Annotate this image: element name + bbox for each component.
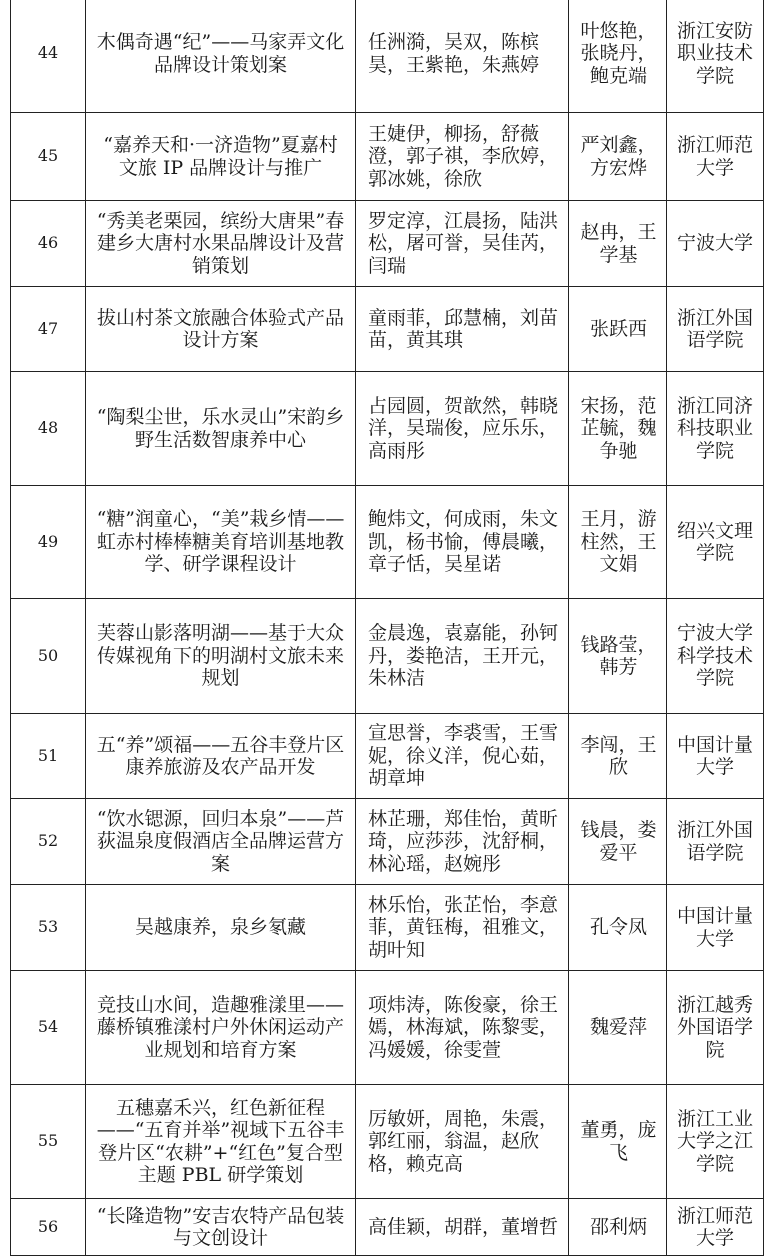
row-number: 44 [11,0,86,113]
project-title: 五“养”颂福——五谷丰登片区康养旅游及农产品开发 [86,714,356,799]
row-number: 51 [11,714,86,799]
row-number: 56 [11,1199,86,1256]
row-number: 55 [11,1085,86,1199]
school-name: 浙江外国语学院 [667,287,764,372]
team-members: 鲍炜文，何成雨，朱文凯，杨书愉，傅晨曦，章子恬，吴星诺 [356,486,569,599]
team-members: 王婕伊，柳扬，舒薇澄，郭子祺，李欣婷，郭冰姚，徐欣 [356,113,569,201]
team-members: 项炜涛，陈俊豪，徐王嫣，林海斌，陈黎雯，冯媛媛，徐雯萱 [356,971,569,1085]
advisor-names: 钱路莹，韩芳 [569,599,667,714]
table-row [11,799,764,885]
project-title: 芙蓉山影落明湖——基于大众传媒视角下的明湖村文旅未来规划 [86,599,356,714]
table-row [11,599,764,714]
school-name: 浙江安防职业技术学院 [667,0,764,113]
team-members: 罗定淳，江晨扬，陆洪松，屠可誉，吴佳芮，闫瑞 [356,201,569,287]
team-members: 任洲漪，吴双，陈槟昊，王紫艳，朱燕婷 [356,0,569,113]
school-name: 浙江工业大学之江学院 [667,1085,764,1199]
table-row [11,287,764,372]
table-row [11,971,764,1085]
team-members: 林乐怡，张芷怡，李意菲，黄钰梅，祖雅文，胡叶知 [356,885,569,971]
school-name: 浙江同济科技职业学院 [667,372,764,486]
project-title: “嘉养天和·一济造物”夏嘉村文旅 IP 品牌设计与推广 [86,113,356,201]
project-title: “陶梨尘世，乐水灵山”宋韵乡野生活数智康养中心 [86,372,356,486]
row-number: 50 [11,599,86,714]
team-members: 金晨逸，袁嘉能，孙钶丹，娄艳洁，王开元，朱林洁 [356,599,569,714]
team-members: 宣思誉，李裘雪，王雪妮，徐义洋，倪心茹，胡章坤 [356,714,569,799]
row-number: 53 [11,885,86,971]
row-number: 46 [11,201,86,287]
project-title: 五穗嘉禾兴，红色新征程——“五育并举”视域下五谷丰登片区“农耕”+“红色”复合型主题 PBL 研学策划 [86,1085,356,1199]
school-name: 绍兴文理学院 [667,486,764,599]
advisor-names: 孔令凤 [569,885,667,971]
team-members: 林芷珊，郑佳怡，黄昕琦，应莎莎，沈舒桐，林沁瑶，赵婉彤 [356,799,569,885]
project-title: “饮水锶源，回归本泉”——芦荻温泉度假酒店全品牌运营方案 [86,799,356,885]
school-name: 中国计量大学 [667,714,764,799]
school-name: 宁波大学 [667,201,764,287]
school-name: 浙江外国语学院 [667,799,764,885]
table-row [11,372,764,486]
award-list-table [10,0,764,1256]
project-title: 竞技山水间，造趣雅漾里——藤桥镇雅漾村户外休闲运动产业规划和培育方案 [86,971,356,1085]
advisor-names: 叶悠艳，张晓丹，鲍克端 [569,0,667,113]
table-row [11,201,764,287]
table-row [11,0,764,113]
project-title: “长隆造物”安吉农特产品包装与文创设计 [86,1199,356,1256]
table-row [11,885,764,971]
advisor-names: 王月，游柱然，王文娟 [569,486,667,599]
school-name: 浙江师范大学 [667,113,764,201]
school-name: 浙江越秀外国语学院 [667,971,764,1085]
advisor-names: 董勇，庞飞 [569,1085,667,1199]
team-members: 厉敏妍，周艳，朱震，郭红丽，翁温，赵欣格，赖克高 [356,1085,569,1199]
school-name: 宁波大学科学技术学院 [667,599,764,714]
team-members: 占园圆，贺歆然，韩晓洋，吴瑞俊，应乐乐，高雨彤 [356,372,569,486]
team-members: 高佳颖，胡群，董增哲 [356,1199,569,1256]
advisor-names: 李闯，王欣 [569,714,667,799]
row-number: 49 [11,486,86,599]
advisor-names: 魏爱萍 [569,971,667,1085]
project-title: “秀美老栗园，缤纷大唐果”春建乡大唐村水果品牌设计及营销策划 [86,201,356,287]
advisor-names: 张跃西 [569,287,667,372]
row-number: 45 [11,113,86,201]
project-title: “糖”润童心，“美”栽乡情——虹赤村棒棒糖美育培训基地教学、研学课程设计 [86,486,356,599]
project-title: 吴越康养，泉乡氡藏 [86,885,356,971]
school-name: 浙江师范大学 [667,1199,764,1256]
table-row [11,113,764,201]
row-number: 48 [11,372,86,486]
project-title: 木偶奇遇“纪”——马家弄文化品牌设计策划案 [86,0,356,113]
row-number: 54 [11,971,86,1085]
advisor-names: 邵利炳 [569,1199,667,1256]
advisor-names: 钱晨，娄爱平 [569,799,667,885]
advisor-names: 宋扬，范芷毓，魏争驰 [569,372,667,486]
school-name: 中国计量大学 [667,885,764,971]
advisor-names: 严刘鑫，方宏烨 [569,113,667,201]
table-row [11,1199,764,1256]
team-members: 童雨菲，邱慧楠，刘苗苗，黄其琪 [356,287,569,372]
row-number: 47 [11,287,86,372]
table-row [11,486,764,599]
row-number: 52 [11,799,86,885]
table-row [11,714,764,799]
table-row [11,1085,764,1199]
project-title: 拔山村茶文旅融合体验式产品设计方案 [86,287,356,372]
advisor-names: 赵冉，王学基 [569,201,667,287]
